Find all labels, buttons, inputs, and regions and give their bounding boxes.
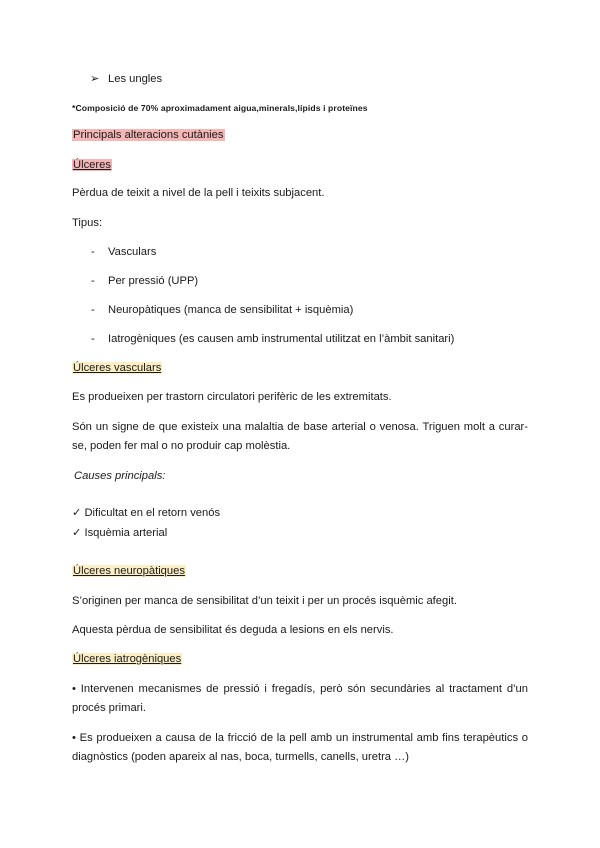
type-item-neuropatiques: Neuropàtiques (manca de sensibilitat + isquèmia) — [108, 304, 354, 316]
cause-item-isquemia: ✓ Isquèmia arterial — [72, 527, 168, 539]
neuropatiques-paragraph-1: S’originen per manca de sensibilitat d’un teixit i per un procés isquèmic afegit. — [72, 595, 457, 607]
arrow-bullet-icon: ➢ — [90, 73, 100, 85]
type-dash: - — [91, 246, 95, 258]
heading-ulceres-neuropatiques: Úlceres neuropàtiques — [73, 565, 185, 577]
iatrogeniques-paragraph-2: • Es produeixen a causa de la fricció de la pell amb un instrumental amb fins terapèutics o diagnòstics (poden apareix al nas, boca, turmells, canells, uretra …) — [72, 732, 528, 763]
type-item-vasculars: Vasculars — [108, 246, 157, 258]
type-dash: - — [91, 275, 95, 287]
types-label: Tipus: — [72, 217, 103, 229]
section-title: Principals alteracions cutànies — [73, 129, 224, 141]
heading-ulceres-vasculars: Úlceres vasculars — [73, 362, 162, 374]
type-item-pressio: Per pressió (UPP) — [108, 275, 199, 287]
type-item-iatrogeniques: Iatrogèniques (es causen amb instrumental utilitzat en l’àmbit sanitari) — [108, 333, 455, 345]
heading-ulceres: Úlceres — [73, 159, 111, 171]
iatrogeniques-paragraph-1: • Intervenen mecanismes de pressió i fregadís, però són secundàries al tractament d’un procés primari. — [72, 683, 528, 714]
causes-label: Causes principals: — [74, 470, 166, 482]
ulceres-definition: Pèrdua de teixit a nivel de la pell i teixits subjacent. — [72, 187, 325, 199]
vasculars-paragraph-2: Són un signe de que existeix una malaltia de base arterial o venosa. Triguen molt a curar-se, poden fer mal o no produir cap molèstia. — [72, 421, 528, 452]
cause-item-retorn-venos: ✓ Dificultat en el retorn venós — [72, 507, 221, 519]
neuropatiques-paragraph-2: Aquesta pèrdua de sensibilitat és deguda a lesions en els nervis. — [72, 624, 394, 636]
heading-ulceres-iatrogeniques: Úlceres iatrogèniques — [73, 653, 182, 665]
composition-note: *Composició de 70% aproximadament aigua,minerals,lípids i proteïnes — [72, 103, 368, 113]
type-dash: - — [91, 304, 95, 316]
type-dash: - — [91, 333, 95, 345]
bullet-les-ungles: Les ungles — [108, 73, 163, 85]
vasculars-paragraph-1: Es produeixen per trastorn circulatori perifèric de les extremitats. — [72, 391, 392, 403]
